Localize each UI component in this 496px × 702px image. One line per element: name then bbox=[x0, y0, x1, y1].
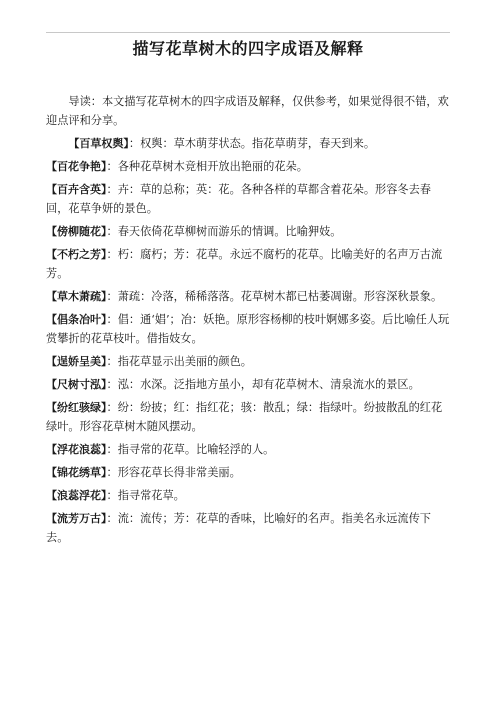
idiom-entry bbox=[46, 245, 450, 283]
idiom-definition: ：春天依倚花草柳树而游乐的情调。比喻狎妓。 bbox=[106, 225, 342, 238]
idiom-term: 【百花争艳】 bbox=[46, 160, 107, 173]
idiom-term: 【不朽之芳】 bbox=[46, 248, 107, 261]
idiom-entry bbox=[46, 352, 450, 371]
idiom-term: 【锦花绣草】 bbox=[46, 466, 107, 479]
idiom-definition: ：指花草显示出美丽的颜色。 bbox=[106, 355, 252, 368]
idiom-entry bbox=[46, 287, 450, 306]
idiom-definition: ：指寻常花草。 bbox=[106, 489, 185, 502]
idiom-entry bbox=[46, 134, 450, 153]
idiom-definition: ：形容花草长得非常美丽。 bbox=[106, 466, 241, 479]
idiom-entry bbox=[46, 486, 450, 505]
idiom-term: 【逞娇呈美】 bbox=[46, 355, 107, 368]
idiom-definition: ：泓：水深。泛指地方虽小，却有花草树木、清泉流水的景区。 bbox=[106, 378, 420, 391]
idiom-definition: ：权舆：草木萌芽状态。指花草萌芽，春天到来。 bbox=[128, 137, 376, 150]
idiom-term: 【草木萧疏】 bbox=[46, 290, 107, 303]
idiom-definition: ：流：流传；芳：花草的香味，比喻好的名声。指美名永远流传下去。 bbox=[46, 512, 431, 544]
idiom-entry bbox=[46, 157, 450, 176]
idiom-entry bbox=[46, 440, 450, 459]
idiom-term: 【百草权舆】 bbox=[68, 137, 129, 150]
idiom-entry bbox=[46, 463, 450, 482]
idiom-entry bbox=[46, 180, 450, 218]
idiom-entry bbox=[46, 222, 450, 241]
idiom-definition: ：各种花草树木竞相开放出艳丽的花朵。 bbox=[106, 160, 308, 173]
idiom-term: 【纷红骇绿】 bbox=[46, 401, 107, 414]
idiom-definition: ：倡：通‘娼’；冶：妖艳。原形容杨柳的枝叶婀娜多姿。后比喻任人玩赏攀折的花草枝叶。借指妓女。 bbox=[46, 313, 450, 345]
page-title: 描写花草树木的四字成语及解释 bbox=[132, 39, 364, 58]
document-body bbox=[46, 92, 450, 551]
idiom-term: 【浪蕊浮花】 bbox=[46, 489, 107, 502]
idiom-entry bbox=[46, 398, 450, 436]
idiom-definition: ：朽：腐朽；芳：花草。永远不腐朽的花草。比喻美好的名声万古流芳。 bbox=[46, 248, 443, 280]
idiom-entry bbox=[46, 375, 450, 394]
idiom-term: 【浮花浪蕊】 bbox=[46, 443, 107, 456]
idiom-definition: ：卉：草的总称；英：花。各种各样的草都含着花朵。形容冬去春回，花草争妍的景色。 bbox=[46, 183, 431, 215]
idiom-term: 【傍柳随花】 bbox=[46, 225, 107, 238]
idiom-entry bbox=[46, 310, 450, 348]
idiom-term: 【百卉含英】 bbox=[46, 183, 107, 196]
idiom-definition: ：纷：纷披；红：指红花；骇：散乱；绿：指绿叶。纷披散乱的红花绿叶。形容花草树木随风摆动。 bbox=[46, 401, 443, 433]
idiom-term: 【尺树寸泓】 bbox=[46, 378, 107, 391]
idiom-definition: ：萧疏：冷落，稀稀落落。花草树木都已枯萎凋谢。形容深秋景象。 bbox=[106, 290, 443, 303]
idiom-term: 【倡条冶叶】 bbox=[46, 313, 107, 326]
header-rule bbox=[46, 32, 450, 33]
intro-paragraph: 导读：本文描写花草树木的四字成语及解释，仅供参考，如果觉得很不错，欢迎点评和分享。 bbox=[46, 95, 449, 127]
idiom-entry bbox=[46, 509, 450, 547]
idiom-term: 【流芳万古】 bbox=[46, 512, 107, 525]
idiom-definition: ：指寻常的花草。比喻轻浮的人。 bbox=[106, 443, 275, 456]
